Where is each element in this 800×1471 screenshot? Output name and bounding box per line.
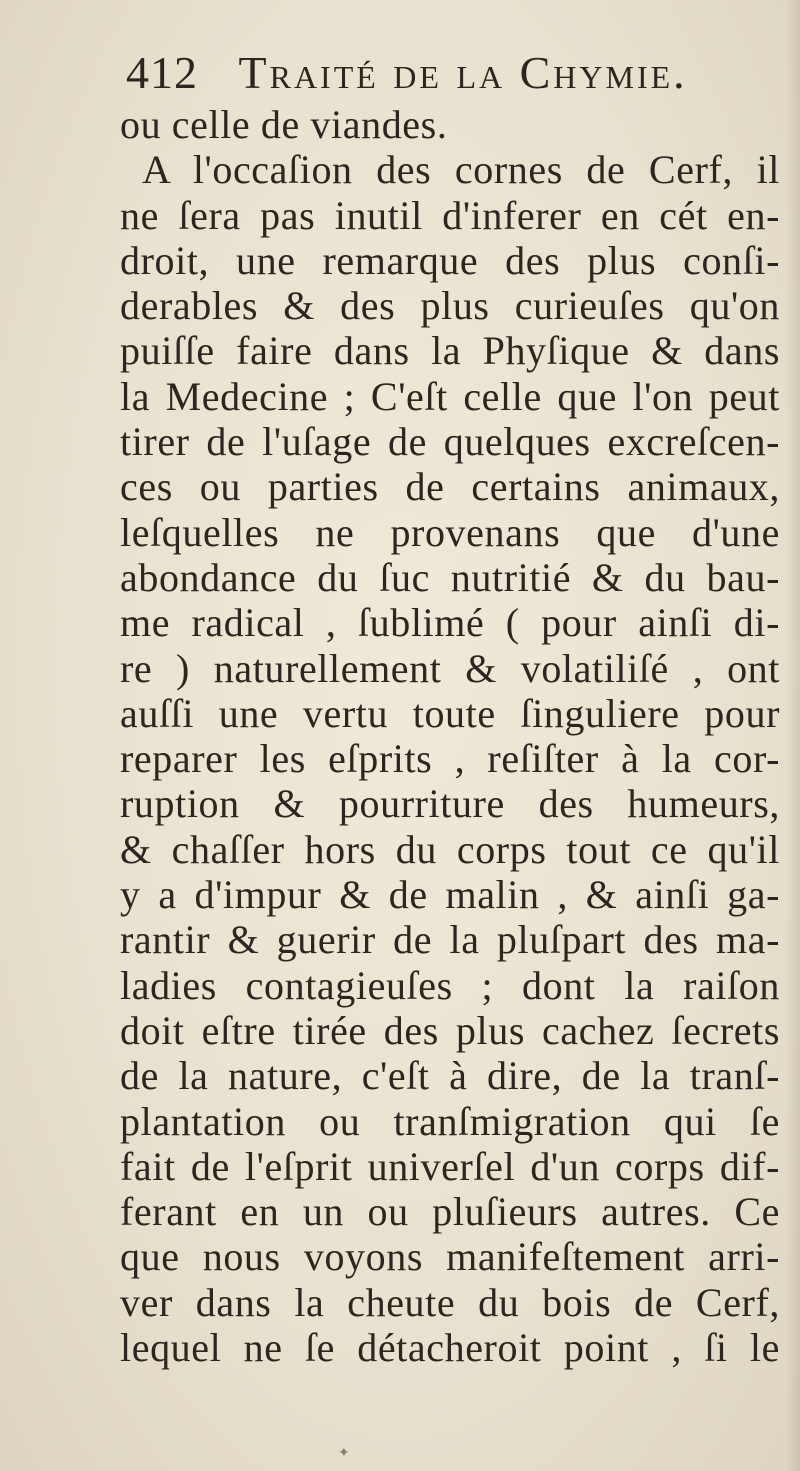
text-line: ferant en un ou pluſieurs autres. Ce [120, 1189, 780, 1235]
text-line: plantation ou tranſmigration qui ſe [120, 1098, 780, 1144]
text-line: leſquelles ne provenans que d'une [120, 509, 780, 555]
text-line: ne ſera pas inutil d'inferer en cét en- [120, 192, 780, 238]
text-line: ces ou parties de certains animaux, [120, 464, 780, 510]
text-line: reparer les eſprits , reſiſter à la cor- [120, 736, 780, 782]
text-line: abondance du ſuc nutritié & du bau- [120, 554, 780, 600]
text-body [120, 102, 780, 1370]
text-line: tirer de l'uſage de quelques excreſcen- [120, 419, 780, 465]
text-line: ver dans la cheute du bois de Cerf, [120, 1279, 780, 1325]
text-line: que nous voyons manifeſtement arri- [120, 1234, 780, 1280]
text-line: y a d'impur & de malin , & ainſi ga- [120, 872, 780, 918]
text-line: A l'occaſion des cornes de Cerf, il [142, 147, 780, 193]
text-line: droit, une remarque des plus conſi- [120, 237, 780, 283]
page-header [126, 48, 746, 98]
text-line: de la nature, c'eſt à dire, de la tranſ- [120, 1053, 780, 1099]
text-line: ruption & pourriture des humeurs, [120, 781, 780, 827]
text-line: puiſſe faire dans la Phyſique & dans [120, 328, 780, 374]
text-line: me radical , ſublimé ( pour ainſi di- [120, 600, 780, 646]
text-line: re ) naturellement & volatiliſé , ont [120, 645, 780, 691]
text-line: auſſi une vertu toute ſinguliere pour [120, 690, 780, 736]
text-line: fait de l'eſprit univerſel d'un corps dif- [120, 1143, 780, 1189]
text-line: ladies contagieuſes ; dont la raiſon [120, 962, 780, 1008]
text-line: ou celle de viandes. [120, 102, 448, 147]
text-line: lequel ne ſe détacheroit point , ſi le [120, 1325, 780, 1371]
page-edge-shadow [786, 0, 800, 1471]
text-line: la Medecine ; C'eſt celle que l'on peut [120, 373, 780, 419]
ink-speck-ornament: ✦ [338, 1446, 350, 1461]
text-line: doit eſtre tirée des plus cachez ſecrets [120, 1007, 780, 1053]
text-line: derables & des plus curieuſes qu'on [120, 283, 780, 329]
text-line: & chaſſer hors du corps tout ce qu'il [120, 826, 780, 872]
text-line: rantir & guerir de la pluſpart des ma- [120, 917, 780, 963]
page-number: 412 [126, 47, 198, 98]
running-title: Traité de la Chymie. [238, 47, 688, 98]
